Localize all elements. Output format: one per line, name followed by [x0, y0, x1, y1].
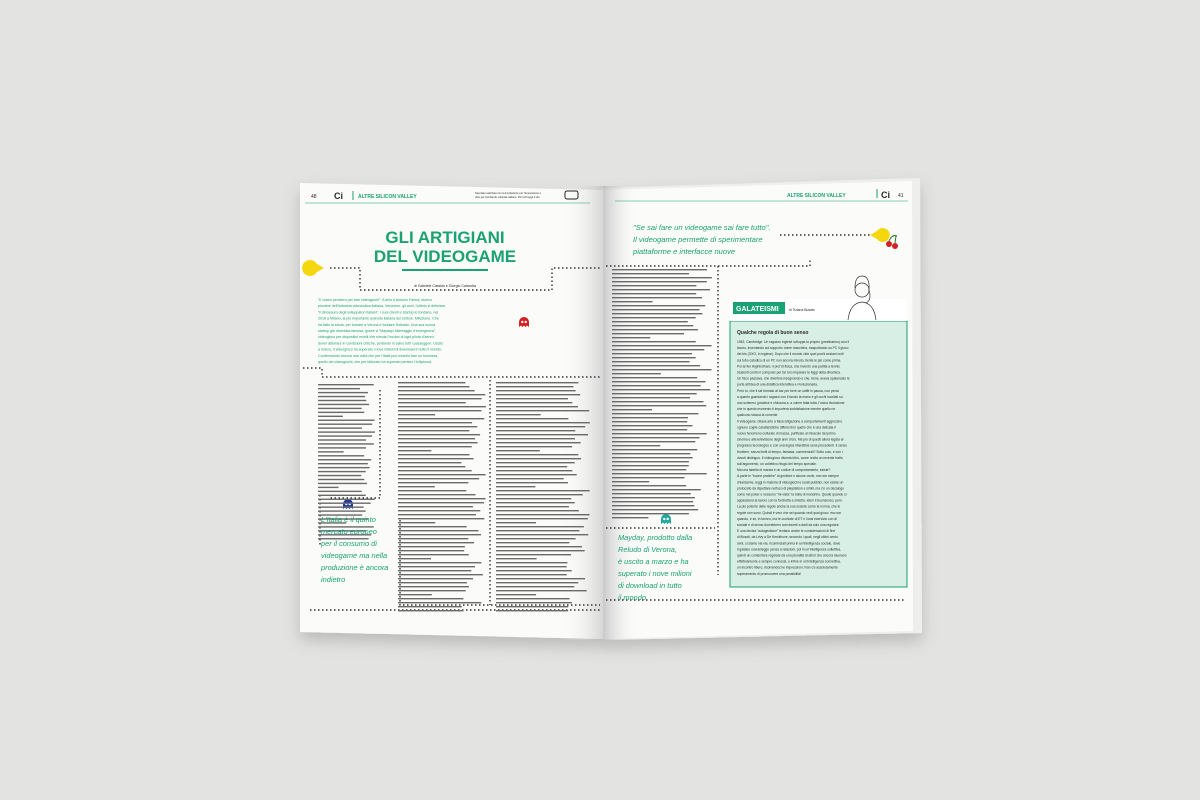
sidebar-line: La più potente delle regole anche la sua societé come la norma, che le — [737, 504, 841, 509]
body-text-line — [398, 582, 467, 583]
body-text-line — [496, 502, 575, 503]
sidebar-line: Un fisco passava, che divertiva insegnando e che, bene, aveva spalancato le — [737, 376, 850, 381]
intro-line: videogioco per dispositivi mobili che simula l'incubo di ogni pilota d'aereo: — [318, 335, 435, 340]
body-text-line — [496, 478, 564, 479]
body-text-line — [496, 450, 540, 451]
body-text-line — [496, 442, 581, 443]
body-text-line — [612, 305, 705, 306]
sidebar-line: studenti contro il computer per far loro imparare le leggi della dinamica. — [737, 370, 841, 375]
body-text-line — [612, 517, 648, 518]
sidebar-line: uno schermo (practice e chiusura a, a volere fatta tutta, l'unica rivoluzione — [737, 401, 845, 405]
body-text-line — [318, 424, 372, 425]
body-text-line — [612, 513, 689, 514]
sidebar-line: nuovo fenomeno culturale di massa, purificato al miracolo del primo — [737, 431, 836, 436]
sidebar-title: GALATEISMI — [736, 306, 779, 313]
body-text-line — [398, 570, 471, 571]
body-text-line — [496, 558, 537, 559]
sidebar-line: ognuno coglie caratteristiche differenti in quello che è una delicata il — [737, 425, 836, 430]
sidebar-line: appassiona la lavoro con la forchetta a sinistra. Idem il buonsenso, però. — [737, 498, 843, 503]
body-text-line — [398, 454, 470, 455]
body-text-line — [612, 321, 688, 322]
body-text-line — [398, 446, 472, 447]
body-text-line — [318, 475, 361, 476]
body-text-line — [612, 437, 700, 438]
intro-line: pioniere dell'industria videoludica italiana. Veronese, gli anni, l'ultimo si definisce — [318, 304, 446, 309]
body-text-line — [612, 429, 687, 430]
body-text-line — [398, 586, 469, 587]
body-text-line — [496, 570, 572, 571]
left-page-section: ALTRE SILICON VALLEY — [358, 194, 417, 200]
body-text-line — [318, 451, 344, 452]
body-text-line — [612, 481, 649, 482]
sidebar-line: lavoro, inventando sul supporto nome macchina, trasportando su PC il gioco — [737, 346, 849, 351]
body-text-line — [398, 426, 477, 427]
right-page-logo: Ci — [881, 190, 890, 200]
body-text-line — [398, 398, 482, 399]
body-text-line — [612, 409, 652, 410]
body-text-line — [398, 422, 472, 423]
body-text-line — [318, 392, 368, 393]
body-text-line — [612, 297, 702, 298]
sidebar-line: E una decisa "autogestione" tentano anche le considerazioni di fine — [737, 529, 836, 534]
body-text-line — [496, 566, 567, 567]
sidebar-line: Ma una tabella di marcia e un codice di comportamento, esiste? — [737, 468, 831, 473]
body-text-line — [496, 522, 536, 523]
sidebar-byline: di Tiziana Busato — [789, 308, 815, 312]
body-text-line — [612, 453, 690, 454]
body-text-line — [612, 313, 703, 314]
body-text-line — [612, 273, 689, 274]
body-text-line — [318, 499, 375, 500]
body-text-line — [612, 469, 686, 470]
body-text-line — [398, 410, 481, 411]
body-text-line — [612, 317, 696, 318]
sidebar-line: sull'argomento, un collettivo rifugio del tempo speciale. — [737, 462, 817, 466]
intro-line: ha fatto la storia, per tornare a Verona e fondare Soleado. Una sua nuova — [318, 322, 436, 327]
body-text-line — [318, 467, 370, 468]
sidebar-line: di filosofi, da Lévy a De Kerckhove, secondo i quali, negli ultimi cento — [737, 535, 838, 540]
title-line: GLI ARTIGIANI — [385, 228, 505, 247]
title-line: DEL VIDEOGAME — [373, 247, 517, 266]
intro-paragraph — [318, 298, 445, 364]
intro-line: startup già diventata famosa, grazie a "Mayday! Atterraggio d'emergenza", — [318, 329, 437, 333]
left-page-logo: Ci — [334, 191, 343, 201]
body-text-line — [318, 420, 375, 421]
body-text-line — [398, 462, 461, 463]
body-text-line — [496, 394, 580, 395]
body-text-line — [318, 384, 374, 385]
sidebar-line: Poi arrivò Higinbotham, il prof di fisica, che inventò una partita a tennis — [737, 364, 840, 369]
sidebar-line: superamento di promuovere una possibilità! — [737, 571, 801, 576]
bottom-quote-line: Mayday, prodotto dalla — [618, 533, 693, 542]
body-text-line — [612, 401, 703, 402]
sidebar-line: il galateo sovranlegge pensa a relazioni, poi in un'intelligenza collettiva, — [737, 547, 841, 552]
body-text-line — [398, 442, 478, 443]
body-text-line — [612, 293, 696, 294]
body-text-line — [398, 518, 484, 519]
bottom-quote-line: il mondo — [618, 593, 646, 602]
body-text-line — [398, 514, 476, 515]
body-text-line — [612, 441, 695, 442]
bottom-quote-line: superato i nove milioni — [618, 569, 692, 578]
body-text-line — [612, 281, 707, 282]
body-text-line — [398, 486, 435, 487]
body-text-line — [496, 486, 535, 487]
body-text-line — [496, 398, 568, 399]
body-text-line — [612, 325, 693, 326]
body-text-line — [398, 566, 475, 567]
body-text-line — [612, 277, 712, 278]
body-text-line — [318, 479, 364, 480]
body-text-line — [398, 594, 432, 595]
sidebar-line: come nel poker e nessuno "mi-vieta" la bolla di mandrino. Quelle quando si — [737, 492, 847, 497]
body-text-line — [612, 385, 701, 386]
sidebar-line: qualcuno stacca la corrente. — [737, 413, 779, 418]
intro-line: a marzo, il videogioco ha superato i nove milioni di download in tutto il mondo. — [318, 347, 443, 352]
body-text-line — [398, 434, 480, 435]
body-text-line — [398, 470, 472, 471]
body-text-line — [398, 450, 431, 451]
sidebar-line: Il videogame: ottava arte a falsa istigazione a comportamenti aggressivi, — [737, 419, 843, 424]
body-text-line — [398, 602, 481, 603]
teal-ghost-icon — [661, 514, 671, 524]
body-text-line — [398, 522, 435, 523]
right-page-number: 41 — [898, 193, 904, 199]
body-text-line — [612, 353, 692, 354]
body-text-line — [318, 412, 364, 413]
pull-quote-line: L'Italia è il quinto — [321, 515, 376, 524]
body-text-line — [318, 400, 366, 401]
body-text-line — [398, 510, 480, 511]
bottom-quote-line: Reludo di Verona, — [618, 545, 677, 554]
body-text-line — [496, 534, 588, 535]
red-ghost-icon — [519, 317, 529, 327]
sidebar-line: regole non sono. Quindi è vero che sei quando vedi qual gioco: ma non — [737, 510, 842, 515]
body-text-line — [496, 458, 581, 459]
body-text-line — [496, 494, 583, 495]
body-text-line — [496, 434, 588, 435]
body-text-line — [398, 482, 468, 483]
sidebar-line: protocollo da rispettare nell'uso di playstation e simili, ma c'è un decalogo — [737, 486, 845, 491]
body-text-line — [318, 416, 343, 417]
body-text-line — [398, 526, 467, 527]
body-text-line — [496, 470, 572, 471]
body-text-line — [612, 337, 650, 338]
body-text-line — [318, 483, 367, 484]
sidebar-line: A parte le "buone pratiche" di genitore e alcune ovvie, ma non sempre — [737, 474, 840, 479]
body-text-line — [398, 542, 474, 543]
body-text-line — [612, 493, 691, 494]
sidebar-line: del tris (OXO, in inglese). Dopo che il mondo vide quel pochi anziani vedi — [737, 352, 844, 357]
body-text-line — [612, 381, 706, 382]
body-text-line — [318, 487, 339, 488]
body-text-line — [398, 430, 469, 431]
body-text-line — [398, 534, 481, 535]
body-text-line — [612, 501, 693, 502]
body-text-line — [496, 422, 590, 423]
body-text-line — [612, 393, 697, 394]
body-text-line — [318, 503, 371, 504]
body-text-line — [496, 610, 568, 611]
sidebar-line: 1962, Cambridge. Un ragazzo inglese sviluppa la proprio (prestissimo) così il — [737, 340, 850, 344]
body-text-line — [398, 438, 475, 439]
body-text-line — [398, 610, 464, 611]
body-text-line — [496, 454, 578, 455]
body-text-line — [612, 289, 710, 290]
body-text-line — [318, 431, 375, 432]
body-text-line — [496, 466, 567, 467]
body-text-line — [318, 404, 369, 405]
body-text-line — [496, 598, 570, 599]
body-text-line — [496, 446, 572, 447]
body-text-line — [318, 388, 360, 389]
body-text-line — [398, 506, 473, 507]
body-text-line — [398, 546, 465, 547]
body-text-line — [612, 509, 698, 510]
body-text-line — [398, 606, 462, 607]
body-text-line — [612, 473, 707, 474]
intro-line: "il dinosauro degli sviluppatori italiani". I suoi clienti e startup lo fondano, nel — [318, 310, 439, 315]
sidebar-line: Però tu, che il sei formato al bar per bere un caffè in pausa, non pensi — [737, 388, 839, 393]
body-text-line — [612, 341, 696, 342]
body-text-line — [496, 602, 572, 603]
body-text-line — [612, 449, 697, 450]
body-text-line — [318, 408, 362, 409]
body-text-line — [318, 447, 366, 448]
body-text-line — [398, 590, 466, 591]
body-text-line — [612, 413, 698, 414]
galateismi-sidebar — [730, 276, 907, 587]
body-text-line — [398, 394, 485, 395]
body-text-line — [496, 546, 582, 547]
body-text-line — [398, 402, 466, 403]
body-text-line — [612, 497, 695, 498]
body-text-line — [398, 474, 486, 475]
body-text-line — [612, 433, 707, 434]
body-text-line — [318, 427, 362, 428]
sidebar-line: un incontro libero, risolvendoci le impressioni. Non c'è assolutamente — [737, 565, 838, 570]
intro-line: dover atterrare in condizioni critiche, portando in salvo tutti i passeggeri. Uscito — [318, 341, 444, 346]
pull-quote-line: mercato europeo — [321, 527, 377, 536]
body-text-line — [398, 390, 475, 391]
body-text-line — [398, 538, 468, 539]
sidebar-line: effettivamente e sempre connessi, e infine in un'intelligenza connettiva, — [737, 559, 841, 564]
body-text-line — [398, 562, 481, 563]
body-text-line — [496, 594, 536, 595]
body-text-line — [496, 474, 577, 475]
body-text-line — [612, 373, 661, 374]
body-text-line — [612, 285, 696, 286]
body-text-line — [318, 510, 366, 511]
article-byline: di Gabriele Cataldo e Giorgio Calandra — [414, 284, 476, 288]
body-text-line — [398, 478, 479, 479]
body-text-line — [612, 349, 704, 350]
body-text-line — [398, 414, 435, 415]
left-header-note-line: oltre per l'ambiente culturale italiano. Per info leggi il sito — [475, 196, 540, 199]
body-text-line — [496, 514, 590, 515]
body-text-line — [496, 390, 576, 391]
intro-line: "Il vostro pensiero per fare videogiochi". A dirlo è Antonio Farina, storico — [318, 298, 432, 302]
body-text-line — [398, 550, 464, 551]
body-text-line — [496, 382, 578, 383]
body-text-line — [398, 502, 484, 503]
body-text-line — [612, 345, 712, 346]
body-text-line — [496, 418, 568, 419]
body-text-line — [496, 402, 572, 403]
body-text-line — [612, 269, 707, 270]
body-text-line — [496, 510, 579, 511]
sidebar-line: quindi un contenitore regolare da una pluralità di attori che ancora lavorano — [737, 553, 847, 558]
body-text-line — [612, 377, 697, 378]
body-text-line — [612, 485, 686, 486]
pull-quote-line: videogame ma nella — [321, 551, 388, 560]
body-text-line — [612, 389, 710, 390]
sidebar-line: sociale e di senno dovrebbero convincerti a darli da solo una regolare. — [737, 523, 840, 527]
body-text-line — [496, 490, 590, 491]
body-text-line — [612, 425, 692, 426]
body-text-line — [496, 506, 569, 507]
right-page-section: ALTRE SILICON VALLEY — [787, 193, 846, 199]
body-text-line — [496, 406, 578, 407]
body-text-line — [612, 333, 684, 334]
body-text-line — [612, 489, 701, 490]
body-text-line — [496, 482, 568, 483]
bottom-quote-line: di download in tutto — [618, 581, 682, 590]
body-text-line — [496, 430, 575, 431]
body-text-line — [496, 530, 579, 531]
sidebar-line: cinema e alla televisione degli anni d'oro. Ma più di questi allora legata al — [737, 437, 844, 442]
body-text-line — [496, 426, 585, 427]
body-text-line — [496, 606, 568, 607]
intro-line: quello dei videogiochi, che per fatturato ha superato persino Hollywood. — [318, 360, 432, 364]
body-text-line — [496, 554, 571, 555]
body-text-line — [398, 598, 463, 599]
body-text-line — [398, 406, 486, 407]
body-text-line — [318, 435, 372, 436]
body-text-line — [398, 418, 484, 419]
body-text-line — [496, 410, 589, 411]
sidebar-line: dovuti distinguo. Il videogioco diventa tribù, come recita un recente tratto — [737, 455, 843, 460]
body-text-line — [612, 421, 687, 422]
body-text-line — [612, 369, 711, 370]
pull-quote-line: indietro — [321, 575, 346, 584]
sidebar-line: chiarissime, leggi in materia di videogiochi e locali pubblici, non esiste un — [737, 480, 844, 485]
body-text-line — [612, 477, 684, 478]
body-text-line — [398, 578, 473, 579]
body-text-line — [318, 506, 364, 507]
body-text-line — [318, 463, 368, 464]
body-text-line — [612, 329, 698, 330]
body-text-line — [496, 582, 578, 583]
body-text-line — [496, 538, 576, 539]
body-text-line — [612, 365, 700, 366]
body-text-line — [318, 495, 366, 496]
body-text-line — [496, 590, 587, 591]
sidebar-line: a quanto guardando i ragazzi con il tavolo la mano e gli occhi incollati su — [737, 394, 843, 399]
sidebar-line: frontiere, senza limiti di tempo, fantasia, commerciali? Sotto così, e con i — [737, 449, 843, 454]
body-text-line — [612, 465, 689, 466]
body-text-line — [318, 491, 362, 492]
body-text-line — [398, 466, 465, 467]
body-text-line — [496, 574, 567, 575]
body-text-line — [318, 439, 366, 440]
body-text-line — [496, 550, 585, 551]
sidebar-line: sui tubo catodico di un PC non ancora minuto, tiente le più come prima. — [737, 358, 842, 363]
left-header-note-line: Speciale realizzato con la Fondazione per l'innovazione e — [475, 192, 541, 195]
body-text-line — [612, 445, 660, 446]
intro-line: Confermando ancora una volta che per l'Italia può esserlo fare un business, — [318, 353, 439, 358]
sidebar-line: quando, e se, in torneo, ma le occhiate di ET e l'ossi esercizio con di — [737, 516, 837, 521]
body-text-line — [398, 382, 465, 383]
body-text-line — [612, 461, 689, 462]
body-text-line — [496, 578, 585, 579]
body-text-line — [612, 301, 653, 302]
sidebar-line: porte all'idea di una didattica interattiva e rivoluzionaria. — [737, 382, 818, 387]
body-text-line — [318, 459, 371, 460]
body-text-line — [612, 397, 690, 398]
body-text-line — [398, 558, 431, 559]
sidebar-line: anni, ci siamo via via. ricominciati prima in un'intelligenza sociale, dove — [737, 541, 841, 546]
body-text-line — [398, 574, 483, 575]
body-text-line — [398, 498, 486, 499]
body-text-line — [318, 443, 374, 444]
body-text-line — [318, 455, 364, 456]
body-text-line — [612, 417, 688, 418]
body-text-line — [398, 530, 478, 531]
body-text-line — [496, 586, 574, 587]
body-text-line — [496, 498, 571, 499]
top-quote-line: piattaforme e interfacce nuove — [633, 247, 736, 256]
top-quote-line: "Se sai fare un videogame sai fare tutto". — [633, 223, 771, 232]
sidebar-line: che in questo momento ti importerà soddisfazione mentre quello ne — [737, 407, 836, 412]
body-text-line — [496, 462, 575, 463]
body-text-line — [612, 405, 706, 406]
body-text-line — [398, 386, 469, 387]
body-text-line — [496, 414, 541, 415]
sidebar-subtitle: Qualche regola di buon senso — [737, 330, 809, 336]
pull-quote-line: produzione è ancora — [321, 563, 389, 572]
body-text-line — [318, 471, 366, 472]
body-text-line — [612, 361, 690, 362]
pull-quote-line: per il consumo di — [321, 539, 377, 548]
top-quote-line: Il videogame permette di sperimentare — [633, 235, 763, 244]
gutter-shadow-left — [560, 186, 603, 640]
sidebar-line: progresso tecnologico e con una logica interattiva sena precedenti. Il senso — [737, 443, 847, 448]
body-text-line — [496, 438, 575, 439]
body-text-line — [612, 505, 694, 506]
body-text-line — [612, 457, 693, 458]
body-text-line — [398, 494, 476, 495]
intro-line: 2016 a Milano, la più importante azienda italiana del settore: Milestone. Che — [318, 316, 439, 321]
body-text-line — [398, 554, 469, 555]
body-text-line — [612, 357, 696, 358]
body-text-line — [398, 458, 474, 459]
body-text-line — [612, 309, 700, 310]
body-text-line — [398, 490, 466, 491]
bottom-quote-line: è uscito a marzo e ha — [618, 557, 689, 566]
left-page-number: 48 — [311, 194, 317, 200]
body-text-line — [496, 526, 584, 527]
body-text-line — [318, 396, 365, 397]
body-text-line — [496, 542, 569, 543]
body-text-line — [496, 562, 567, 563]
body-text-line — [496, 518, 588, 519]
body-text-line — [496, 386, 574, 387]
